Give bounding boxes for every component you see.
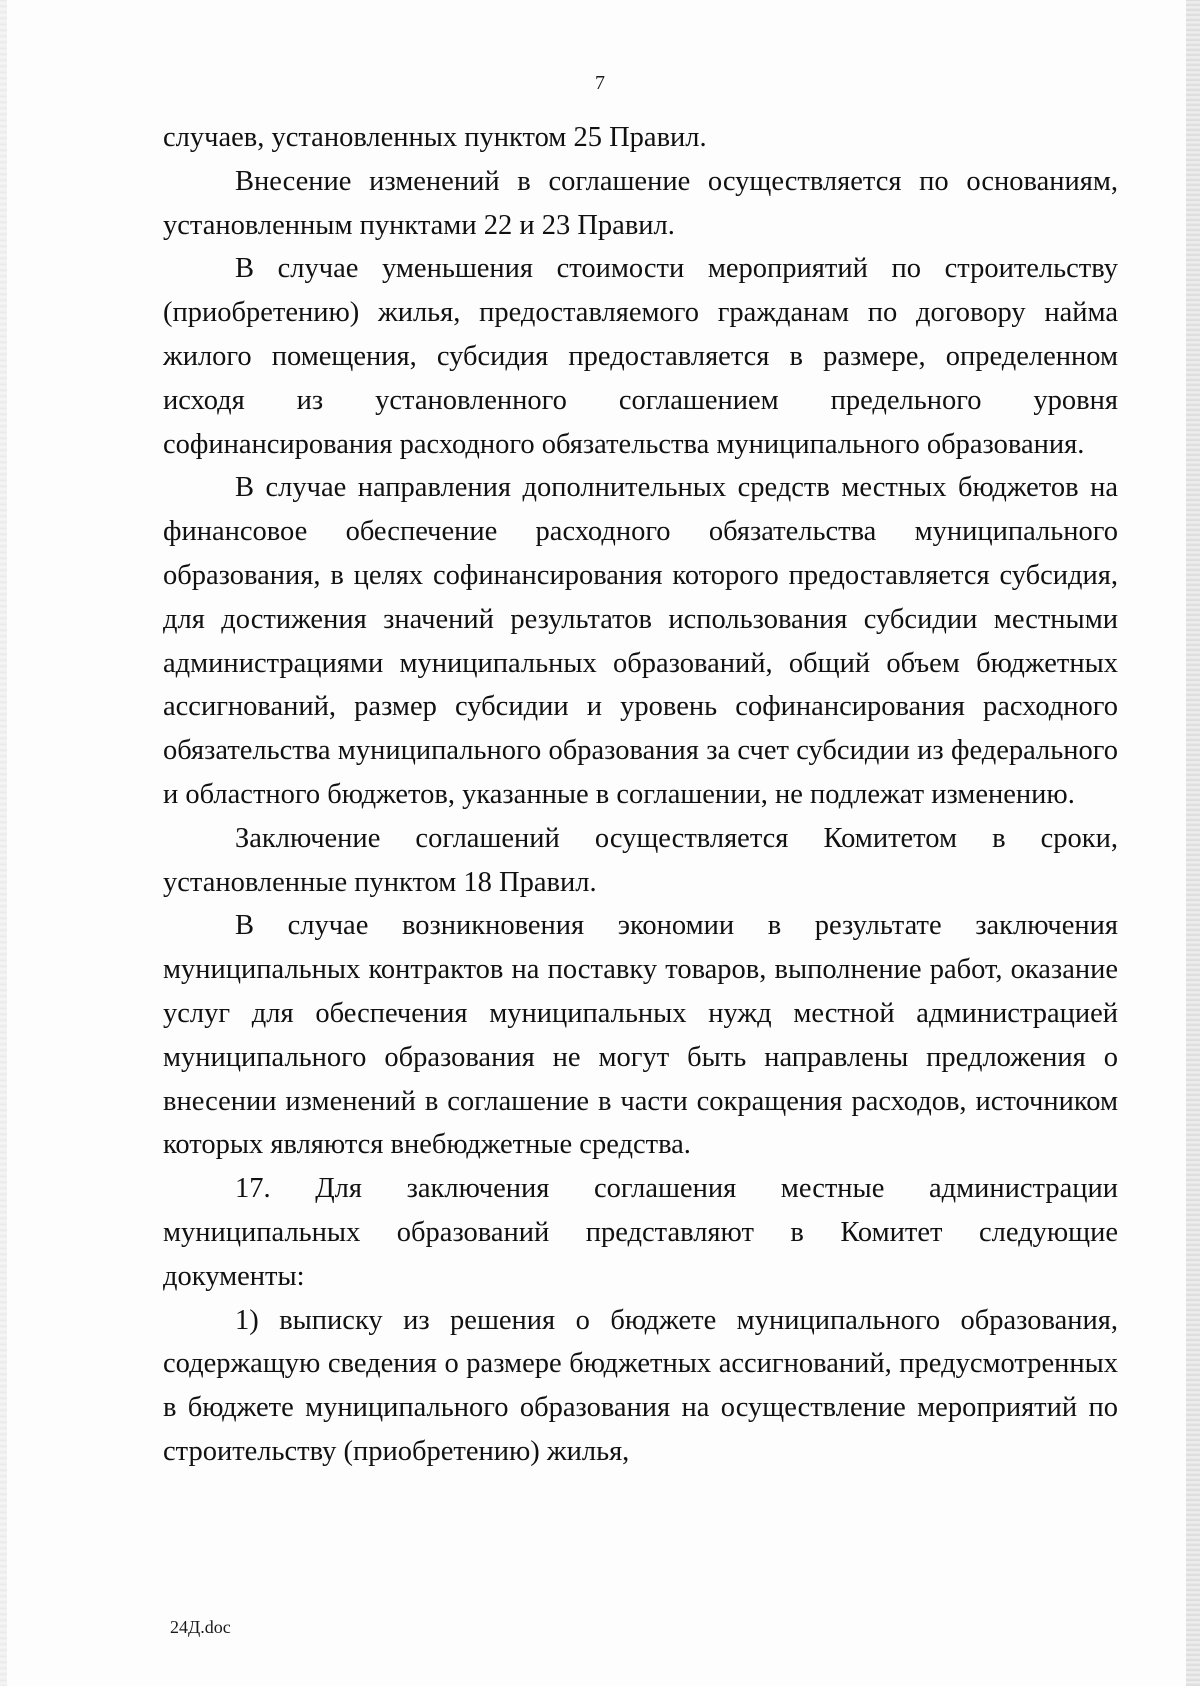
document-body [163, 116, 1118, 1474]
paragraph: В случае уменьшения стоимости мероприятий по строительству (приобретению) жилья, предоставляемого гражданам по договору найма жилого помещения, субсидия предоставляется в размере, определенном исходя из установленного соглашением предельного уровня софинансирования расходного обязательства муниципального образования. [163, 253, 1118, 460]
page-number: 7 [595, 72, 605, 94]
scan-edge-right [1186, 0, 1200, 1686]
paragraph: 17. Для заключения соглашения местные администрации муниципальных образований представляют в Комитет следующие документы: [163, 1173, 1118, 1292]
paragraph: В случае возникновения экономии в результате заключения муниципальных контрактов на поставку товаров, выполнение работ, оказание услуг для обеспечения муниципальных нужд местной администрацией муниципального образования не могут быть направлены предложения о внесении изменений в соглашение в части сокращения расходов, источником которых являются внебюджетные средства. [163, 910, 1118, 1161]
paragraph: Заключение соглашений осуществляется Комитетом в сроки, установленные пунктом 18 Правил. [163, 822, 1118, 898]
paragraph: 1) выписку из решения о бюджете муниципального образования, содержащую сведения о размере бюджетных ассигнований, предусмотренных в бюджете муниципального образования на осуществление мероприятий по строительству (приобретению) жилья, [163, 1304, 1118, 1467]
paragraph: случаев, установленных пунктом 25 Правил. [163, 122, 707, 153]
paragraph: Внесение изменений в соглашение осуществляется по основаниям, установленным пунктами 22 и 23 Правил. [163, 165, 1118, 241]
footer-filename: 24Д.doc [170, 1617, 231, 1637]
scan-edge-left [0, 0, 7, 1686]
paragraph: В случае направления дополнительных средств местных бюджетов на финансовое обеспечение расходного обязательства муниципального образования, в целях софинансирования которого предоставляется субсидия, для достижения значений результатов использования субсидии местными администрациями муниципальных образований, общий объем бюджетных ассигнований, размер субсидии и уровень софинансирования расходного обязательства муниципального образования за счет субсидии из федерального и областного бюджетов, указанные в соглашении, не подлежат изменению. [163, 472, 1118, 810]
